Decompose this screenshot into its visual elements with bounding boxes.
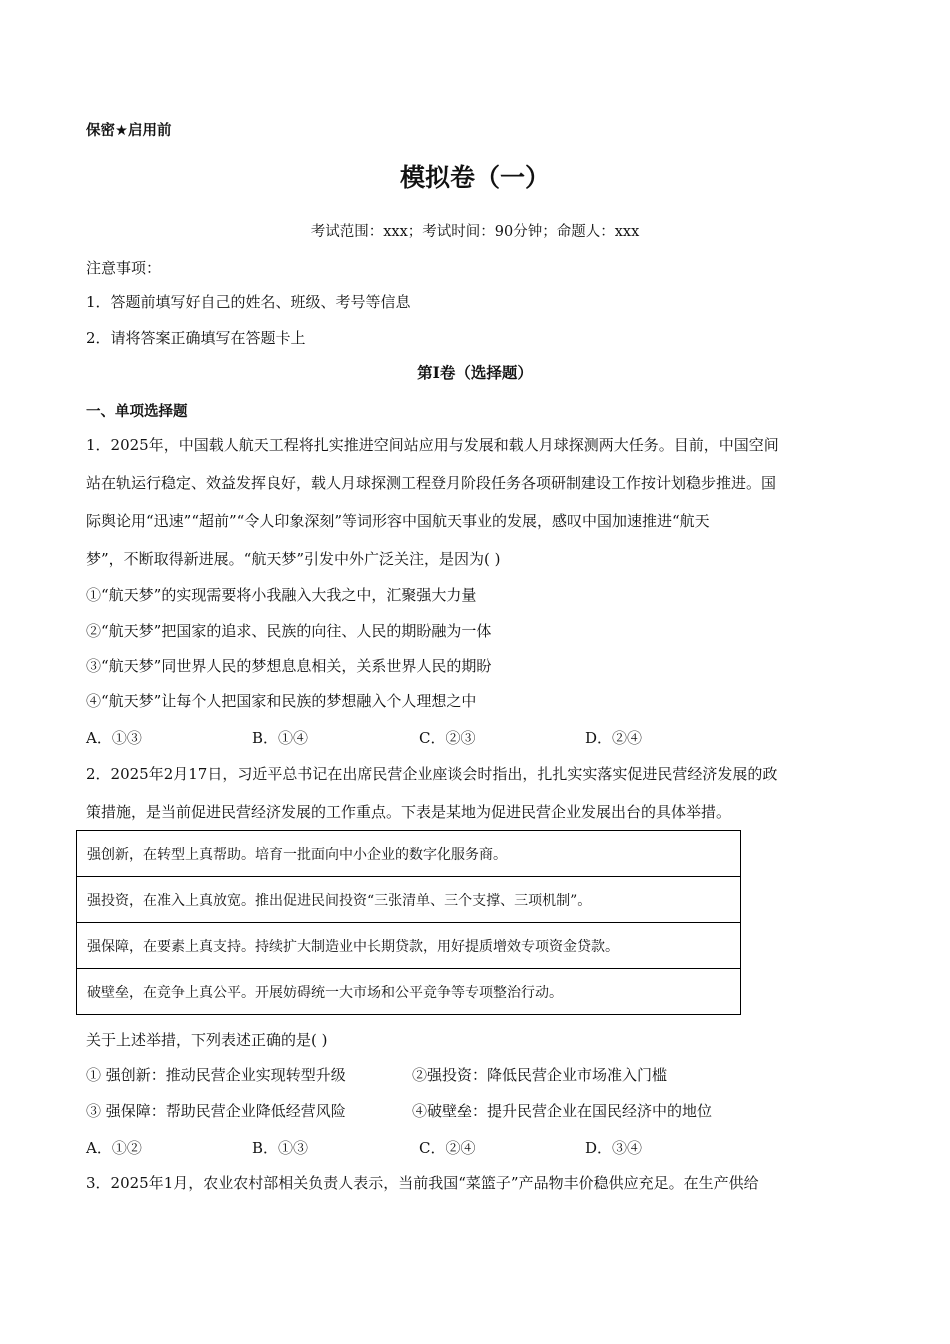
q2-text: 策措施，是当前促进民营经济发展的工作重点。下表是某地为促进民营企业发展出台的具体举措。 xyxy=(86,803,732,821)
exam-info: 考试范围：xxx；考试时间：90分钟；命题人：xxx xyxy=(310,224,640,240)
q2-text: 2．2025年2月17日，习近平总书记在出席民营企业座谈会时指出，扎扎实实落实促进民营经济发展的政 xyxy=(86,765,778,783)
q2-statement: ④破壁垒：提升民营企业在国民经济中的地位 xyxy=(412,1102,713,1120)
q2-option-c[interactable]: C．②④ xyxy=(419,1139,476,1157)
q2-statement: ① 强创新：推动民营企业实现转型升级 xyxy=(86,1066,346,1084)
q2-option-b[interactable]: B．①③ xyxy=(252,1139,309,1157)
q1-option-a[interactable]: A．①③ xyxy=(86,729,142,747)
table-row: 强投资，在准入上真放宽。推出促进民间投资“三张清单、三个支撑、三项机制”。 xyxy=(77,877,741,923)
part-heading: 一、单项选择题 xyxy=(86,404,188,420)
q1-statement: ④“航天梦”让每个人把国家和民族的梦想融入个人理想之中 xyxy=(86,692,477,710)
q1-option-d[interactable]: D．②④ xyxy=(585,729,643,747)
q1-statement: ③“航天梦”同世界人民的梦想息息相关，关系世界人民的期盼 xyxy=(86,657,492,675)
section-title: 第I卷（选择题） xyxy=(417,363,533,382)
q1-text: 站在轨运行稳定、效益发挥良好，载人月球探测工程登月阶段任务各项研制建设工作按计划稳步推进。国 xyxy=(86,474,777,492)
table-row: 强保障，在要素上真支持。持续扩大制造业中长期贷款，用好提质增效专项资金贷款。 xyxy=(77,923,741,969)
note-item: 2．请将答案正确填写在答题卡上 xyxy=(86,329,306,347)
q1-statement: ①“航天梦”的实现需要将小我融入大我之中，汇聚强大力量 xyxy=(86,586,477,604)
q1-statement: ②“航天梦”把国家的追求、民族的向往、人民的期盼融为一体 xyxy=(86,622,492,640)
q2-option-d[interactable]: D．③④ xyxy=(585,1139,643,1157)
q1-option-b[interactable]: B．①④ xyxy=(252,729,309,747)
note-item: 1．答题前填写好自己的姓名、班级、考号等信息 xyxy=(86,293,411,311)
measures-table xyxy=(76,830,741,1015)
confidential-label: 保密★启用前 xyxy=(86,123,172,139)
table-row: 破壁垒，在竞争上真公平。开展妨碍统一大市场和公平竞争等专项整治行动。 xyxy=(77,969,741,1015)
q3-text: 3．2025年1月，农业农村部相关负责人表示，当前我国“菜篮子”产品物丰价稳供应充足。在生产供给 xyxy=(86,1174,759,1192)
q2-option-a[interactable]: A．①② xyxy=(86,1139,142,1157)
q1-text: 际舆论用“迅速”“超前”“令人印象深刻”等词形容中国航天事业的发展，感叹中国加速推进“航天 xyxy=(86,512,710,530)
q1-text: 1．2025年，中国载人航天工程将扎实推进空间站应用与发展和载人月球探测两大任务。目前，中国空间 xyxy=(86,436,779,454)
q2-statement: ②强投资：降低民营企业市场准入门槛 xyxy=(412,1066,668,1084)
q1-option-c[interactable]: C．②③ xyxy=(419,729,476,747)
exam-title: 模拟卷（一） xyxy=(399,163,550,192)
q1-text: 梦”，不断取得新进展。“航天梦”引发中外广泛关注，是因为( ) xyxy=(86,550,501,568)
q2-question: 关于上述举措，下列表述正确的是( ) xyxy=(86,1031,328,1049)
q2-statement: ③ 强保障：帮助民营企业降低经营风险 xyxy=(86,1102,346,1120)
notes-heading: 注意事项： xyxy=(86,259,162,277)
table-row: 强创新，在转型上真帮助。培育一批面向中小企业的数字化服务商。 xyxy=(77,831,741,877)
